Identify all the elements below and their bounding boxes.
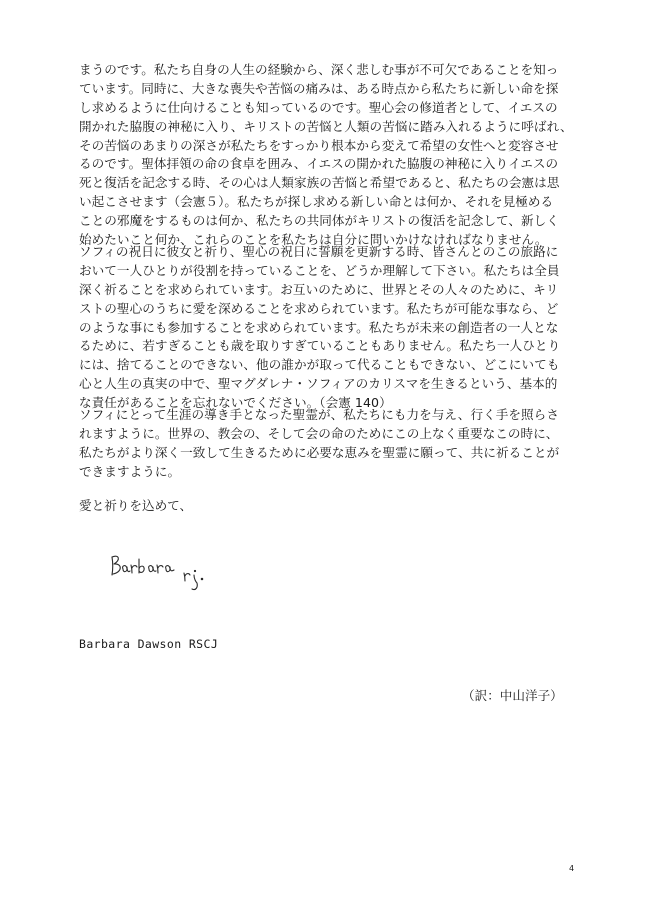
paragraph-line: い起こさせます（会憲５）。私たちが探し求める新しい命とは何か、それを見極める — [79, 194, 554, 210]
paragraph-line: のような事にも参加することを求められています。私たちが未来の創造者の一人とな — [79, 319, 559, 335]
paragraph-line: ています。同時に、大きな喪失や苦悩の痛みは、ある時点から私たちに新しい命を探 — [79, 80, 559, 96]
paragraph-line: るために、若すぎることも歳を取りすぎていることもありません。私たち一人ひとり — [79, 338, 561, 354]
closing-salutation: 愛と祈りを込めて、 — [79, 498, 193, 513]
handwritten-signature — [106, 545, 216, 593]
paragraph-line: ソフィの祝日に彼女と祈り、聖心の祝日に誓願を更新する時、皆さんとのこの旅路に — [79, 244, 559, 259]
paragraph-1 — [79, 61, 579, 250]
paragraph-line: 開かれた脇腹の神秘に入り、キリストの苦悩と人類の苦悩に踏み入れるように呼ばれ、 — [79, 118, 573, 134]
paragraph-line: には、捨てることのできない、他の誰かが取って代ることもできない、どこにいても — [79, 357, 560, 373]
paragraph-line: 死と復活を記念する時、その心は人類家族の苦悩と希望であると、私たちの会憲は思 — [79, 175, 560, 191]
paragraph-line: な責任があることを忘れないでください。（会憲 140） — [79, 395, 392, 411]
paragraph-line: ストの聖心のうちに愛を深めることを求められています。私たちが可能な事なら、ど — [79, 300, 559, 316]
paragraph-line: 始めたいこと何か、これらのことを私たちは自分に問いかけなければなりません。 — [79, 232, 548, 248]
paragraph-line: 私たちがより深く一致して生きるために必要な恵みを聖霊に願って、共に祈ることが — [79, 444, 560, 460]
paragraph-line: ことの邪魔をするものは何か、私たちの共同体がキリストの復活を記念して、新しく — [79, 213, 559, 229]
paragraph-line: まうのです。私たち自身の人生の経験から、深く悲しむ事が不可欠であることを知っ — [79, 62, 559, 77]
page-number: 4 — [569, 864, 575, 873]
paragraph-line: おいて一人ひとりが役割を持っていることを、どうか理解して下さい。私たちは全員 — [79, 262, 560, 278]
translator-credit: （訳：中山洋子） — [462, 688, 563, 703]
paragraph-line: れますように。世界の、教会の、そして会の命のためにこの上なく重要なこの時に、 — [79, 425, 559, 441]
paragraph-2 — [79, 243, 579, 413]
paragraph-line: ソフィにとって生涯の導き手となった聖霊が、私たちにも力を与え、行く手を照らさ — [79, 407, 559, 422]
paragraph-line: 深く祈ることを求められています。お互いのために、世界とその人々のために、キリ — [79, 281, 559, 297]
paragraph-3 — [79, 406, 579, 482]
paragraph-line: その苦悩のあまりの深さが私たちをすっかり根本から変えて希望の女性へと変容させ — [79, 137, 559, 153]
paragraph-line: 心と人生の真実の中で、聖マグダレナ・ソフィアのカリスマを生きるという、基本的 — [79, 376, 558, 392]
paragraph-line: し求めるように仕向けることも知っているのです。聖心会の修道者として、イエスの — [79, 99, 558, 115]
paragraph-line: できますように。 — [79, 463, 181, 479]
paragraph-line: るのです。聖体拝領の命の食卓を囲み、イエスの開かれた脇腹の神秘に入りイエスの — [79, 156, 559, 172]
signer-name: Barbara Dawson RSCJ — [79, 637, 219, 651]
